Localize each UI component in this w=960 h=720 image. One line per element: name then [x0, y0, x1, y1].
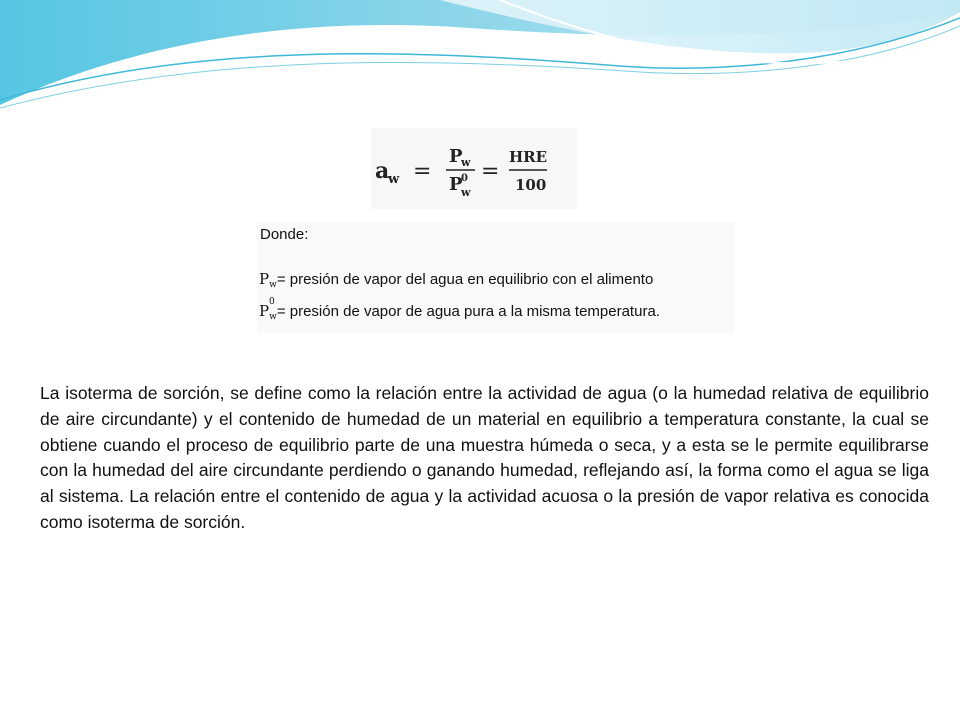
header-wave-decoration	[0, 0, 960, 120]
definition-text: = presión de vapor de agua pura a la misma temperatura.	[276, 303, 660, 320]
formula-equals-2: =	[481, 159, 500, 184]
formula-lhs: a	[375, 158, 390, 184]
formula-den2: 100	[515, 176, 547, 194]
formula-den1: P	[449, 174, 463, 195]
formula-num1: P	[449, 146, 463, 167]
formula-equals-1: =	[413, 159, 432, 184]
definitions-title: Donde:	[260, 226, 309, 243]
formula-den1-sup: 0	[461, 173, 468, 184]
definition-symbol: P 0 $_w$	[259, 297, 277, 322]
body-paragraph: La isoterma de sorción, se define como la relación entre la actividad de agua (o la humedad relativa de equilibrio de aire circundante) y el contenido de humedad de un material en equilibrio a temperatura constante, la cual se obtiene cuando el proceso de equilibrio parte de una muestra húmeda o seca, y a esta se le permite equilibrarse con la humedad del aire circundante perdiendo o ganando humedad, reflejando así, la forma como el agua se liga al sistema. La relación entre el contenido de agua y la actividad acuosa o la presión de vapor relativa es conocida como isoterma de sorción.	[40, 383, 929, 532]
definition-text: = presión de vapor del agua en equilibrio con el alimento	[276, 271, 654, 288]
water-activity-formula	[371, 128, 577, 209]
definitions-box	[257, 222, 734, 333]
formula-num2: HRE	[509, 148, 548, 166]
definition-symbol: $P_w$	[259, 270, 277, 290]
definition-item	[259, 297, 660, 322]
formula-lhs-sub: w	[388, 172, 400, 187]
formula-den1-sub: w	[461, 186, 471, 199]
formula-num1-sub: w	[461, 156, 471, 169]
definition-item	[259, 270, 653, 290]
